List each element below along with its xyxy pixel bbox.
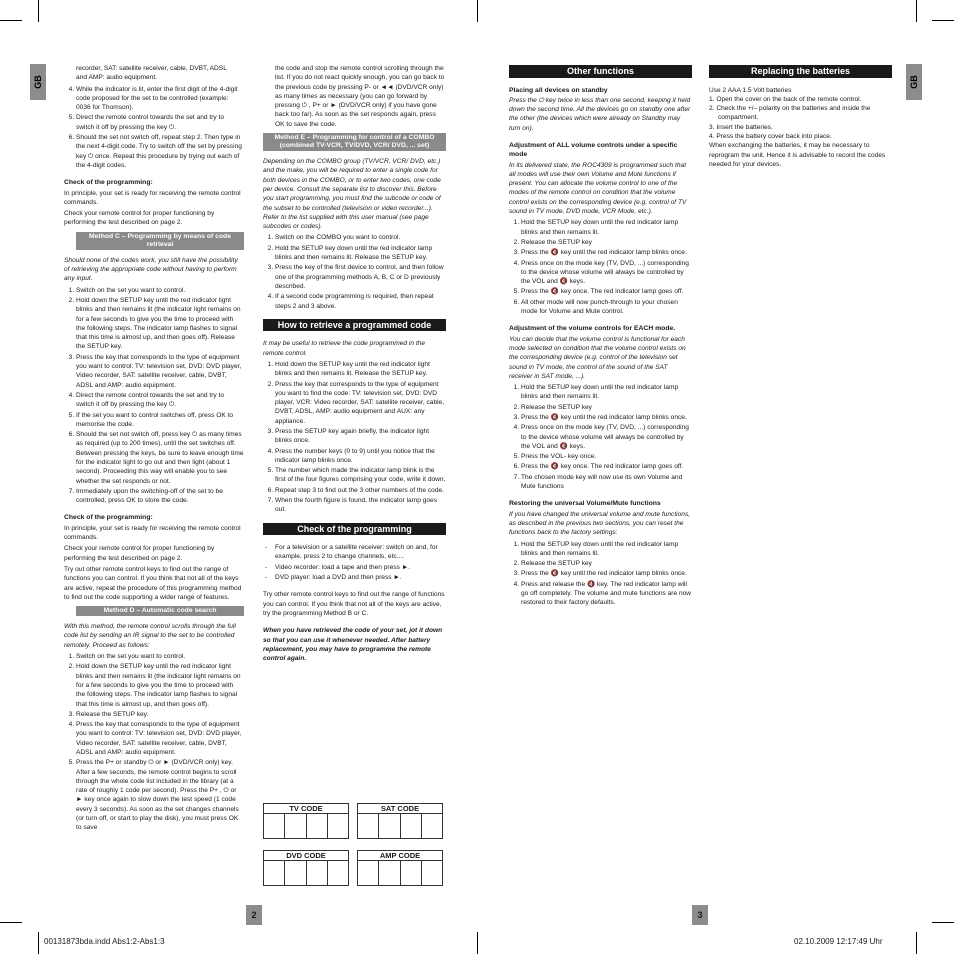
check-list bbox=[263, 543, 446, 582]
list-item: 1. Hold down the SETUP key until the red indicator light blinks and then remains lit. Release the SETUP key. bbox=[275, 360, 446, 379]
list-item: 2. Hold the SETUP key down until the red indicator lamp blinks and then remains lit. Release the SETUP key. bbox=[275, 244, 446, 263]
list-item: 2. Release the SETUP key bbox=[521, 559, 692, 568]
crop-mark bbox=[477, 0, 478, 22]
list-item: 6. Repeat step 3 to find out the 3 other numbers of the code. bbox=[275, 486, 446, 495]
list-item: 3. Press the 🔇 key until the red indicator lamp blinks once. bbox=[521, 248, 692, 257]
list-item: 4. While the indicator is lit, enter the first digit of the 4-digit code proposed for the set to be controlled (example: 0036 for Thomson). bbox=[76, 85, 244, 113]
method-e-heading: Method E – Programming for control of a COMBO (combined TV-VCR, TV/DVD, VCR/ DVD, ... set) bbox=[263, 133, 446, 151]
list-item: 4. Direct the remote control towards the set and try to switch it off by pressing the key ⏻. bbox=[76, 391, 244, 410]
section-heading: Restoring the universal Volume/Mute functions bbox=[509, 500, 661, 508]
crop-mark bbox=[0, 922, 22, 923]
list-item: 6. Should the set not switch off, repeat step 2. Then type in the next 4-digit code. Try to switch off the set by pressing key ⏻ once. Repeat this procedure by trying out each of the 4-digit codes. bbox=[76, 133, 244, 170]
crop-mark bbox=[38, 0, 39, 22]
steps-list bbox=[64, 85, 244, 171]
list-item: 4. Press and release the 🔇 key. The red indicator lamp will go off completely. The volume and mute functions are now restored to their factory defaults. bbox=[521, 580, 692, 608]
list-item: 1. Hold the SETUP key down until the red indicator lamp blinks and then remains lit. bbox=[521, 383, 692, 402]
list-item: 2. Hold down the SETUP key until the red indicator light blinks and then remains lit (the indicator light remains on for a few seconds to give you the time to proceed with the following steps. The indicator lamp flashes to signal that this time is almost up, and then goes off). bbox=[76, 662, 244, 708]
footer-file-info: 00131873bda.indd Abs1:2-Abs1:3 bbox=[44, 937, 165, 946]
list-item: 1. Switch on the set you want to control. bbox=[76, 652, 244, 661]
volall-steps bbox=[509, 218, 692, 316]
list-item: 3. Press the 🔇 key until the red indicator lamp blinks once. bbox=[521, 413, 692, 422]
paragraph: Should none of the codes work, you still have the possibility of retrieving the appropriate code without having to perform any input. bbox=[64, 256, 238, 283]
list-item: - DVD player: load a DVD and then press ►. bbox=[275, 573, 446, 582]
section-heading: Placing all devices on standby bbox=[509, 86, 608, 94]
list-item: 1. Hold the SETUP key down until the red indicator lamp blinks and then remains lit. bbox=[521, 540, 692, 559]
intro-line: recorder, SAT: satellite receiver, cable, DVBT, ADSL bbox=[76, 65, 227, 72]
dvd-code-box bbox=[263, 850, 349, 886]
paragraph: Check your remote control for proper functioning by performing the test described on page 2. bbox=[64, 210, 215, 227]
retrieve-heading: How to retrieve a programmed code bbox=[263, 319, 446, 332]
list-item: 5. If the set you want to control switches off, press OK to memorise the code. bbox=[76, 411, 244, 430]
code-box-label: SAT CODE bbox=[357, 803, 443, 814]
paragraph: In principle, your set is ready for receiving the remote control commands. bbox=[64, 189, 241, 206]
method-c-heading: Method C – Programming by means of code retrieval bbox=[76, 232, 244, 250]
crop-mark bbox=[932, 20, 954, 21]
list-item: 3. Press the SETUP key again briefly, the indicator light blinks once. bbox=[275, 427, 446, 446]
list-item: 5. The number which made the indicator lamp blink is the first of the four figures comprising your code, write it down. bbox=[275, 466, 446, 485]
list-item: 1. Switch on the set you want to control. bbox=[76, 286, 244, 295]
voleach-steps bbox=[509, 383, 692, 491]
list-item: 5. Direct the remote control towards the set and try to switch it off by pressing the key ⏻. bbox=[76, 113, 244, 132]
crop-mark bbox=[916, 0, 917, 22]
paragraph: Try other remote control keys to find out the range of functions you can control. If you think that not all of the keys are active, try the programming Method B or C. bbox=[263, 591, 445, 617]
paragraph: Press the ⏻ key twice in less than one second, keeping it held down the second time. All the devices go on standby one after the other (the devices which were already on Standby may turn on). bbox=[509, 96, 691, 132]
amp-code-box bbox=[357, 850, 443, 886]
paragraph: In its delivered state, the ROC4309 is programmed such that all modes will use their own Volume and Mute functions if present. You can allocate the volume control to one of the modes of the remote control on condition that the volume control exists on the corresponding device (e.g. control of TV sound in TV mode, DVD mode, VCR Mode, etc.). bbox=[509, 161, 687, 216]
restore-steps bbox=[509, 540, 692, 608]
paragraph: the code and stop the remote control scrolling through the list. If you do not react quickly enough, you can go back to the previous code by pressing P- or ◄◄ (DVD/VCR only) as many times as necessary (you can go forward by pressing ⏻ , P+ or ► (DVD/VCR only) if you have gone back too far). As soon as the set responds again, press OK to save the code. bbox=[275, 65, 445, 128]
list-item: 5. Press the VOL- key once. bbox=[521, 452, 692, 461]
list-item: 2. Hold down the SETUP key until the red indicator light blinks and then remains lit (the indicator light remains on for a few seconds to give you the time to proceed with the following steps. The indicator lamp flashes to signal that this time is almost up, and then goes off). Release the SETUP key. bbox=[76, 296, 244, 352]
page-number-right: 3 bbox=[692, 905, 708, 925]
list-item: 3. Insert the batteries. bbox=[709, 123, 773, 131]
paragraph: In principle, your set is ready for receiving the remote control commands. bbox=[64, 524, 241, 542]
section-heading: Adjustment of the volume controls for EACH mode. bbox=[509, 325, 676, 333]
section-heading: Adjustment of ALL volume controls under a specific mode bbox=[509, 141, 678, 159]
code-cells bbox=[263, 861, 349, 886]
list-item: - Video recorder: load a tape and then press ►. bbox=[275, 563, 446, 572]
list-item: 5. Press the 🔇 key once. The red indicator lamp goes off. bbox=[521, 287, 692, 296]
paragraph: When exchanging the batteries, it may be necessary to reprogram the unit. Hence it is advisable to record the codes needed for your devices. bbox=[709, 142, 886, 168]
list-item: 4. Press the battery cover back into place. bbox=[709, 132, 832, 140]
paragraph: If you have changed the universal volume and mute functions, as described in the previous two sections, you can reset the functions back to the factory settings: bbox=[509, 510, 691, 537]
note-paragraph: When you have retrieved the code of your set, jot it down so that you can use it whenever needed. After battery replacement, you may have to programme the remote control again. bbox=[263, 627, 443, 663]
section-heading: Check of the programming: bbox=[64, 514, 153, 522]
method-d-steps bbox=[64, 652, 244, 833]
column-4 bbox=[709, 64, 892, 169]
check-heading: Check of the programming bbox=[263, 523, 446, 536]
paragraph: Try out other remote control keys to find out the range of functions you can control. If you think that not all of the keys are active, repeat the procedure of this programming method to find out the code supporting a wider range of features. bbox=[64, 565, 242, 601]
sat-code-box bbox=[357, 803, 443, 839]
list-item: 2. Release the SETUP key bbox=[521, 403, 692, 412]
list-item: 2. Release the SETUP key bbox=[521, 238, 692, 247]
list-item: 6. All other mode will now punch-through to your chosen mode for Volume and Mute control. bbox=[521, 298, 692, 317]
method-d-heading: Method D – Automatic code search bbox=[76, 606, 244, 616]
paragraph: With this method, the remote control scrolls through the full code list by sending an IR signal to the set to be controlled remotely. Proceed as follows: bbox=[64, 623, 236, 649]
list-item: 3. Press the key that corresponds to the type of equipment you want to control: TV: television set, DVD: DVD player, Video recorder, SAT: satellite receiver, cable, DVBT, ADSL and AMP: audio equipment. bbox=[76, 353, 244, 390]
other-functions-heading: Other functions bbox=[509, 65, 692, 78]
list-item: 5. Press the P+ or standby ⏻ or ► (DVD/VCR only) key. After a few seconds, the remote control begins to scroll through the whole code list included in the library (at a rate of roughly 1 code per second). Press the P+ , ⏻ or ► key once again to slow down the test speed (1 code every 3 seconds). As soon as the set changes channels (or turn off, or start to play the disk), you must press OK to save bbox=[76, 758, 244, 832]
list-item: 1. Switch on the COMBO you want to control. bbox=[275, 233, 446, 242]
code-cells bbox=[263, 814, 349, 839]
list-item: 4. Press once on the mode key (TV, DVD, ...) corresponding to the device whose volume will always be controlled by the VOL and 🔇 keys. bbox=[521, 423, 692, 451]
language-tab-right: GB bbox=[906, 64, 922, 100]
list-item: 6. Should the set not switch off, press key ⏻ as many times as required (up to 200 times), until the set switches off. Between pressing the keys, be sure to leave enough time for the indicator light to go out and then light (about 1 second). Proceeding this way will enable you to see whether the set responds or not. bbox=[76, 430, 244, 486]
list-item: 7. When the fourth figure is found, the indicator lamp goes out. bbox=[275, 496, 446, 515]
list-item: 3. Press the key of the first device to control, and then follow one of the programming methods A, B, C or D previously described. bbox=[275, 263, 446, 291]
list-item: - For a television or a satellite receiver: switch on and, for example, press 2 to change channels, etc.... bbox=[275, 543, 446, 562]
retrieve-steps bbox=[263, 360, 446, 515]
list-item: 3. Press the 🔇 key until the red indicator lamp blinks once. bbox=[521, 569, 692, 578]
paragraph: Use 2 AAA 1.5 Volt batteries bbox=[709, 86, 792, 94]
column-2 bbox=[263, 64, 446, 665]
intro-line: and AMP: audio equipment. bbox=[76, 74, 158, 82]
list-item: 6. Press the 🔇 key once. The red indicator lamp goes off. bbox=[521, 462, 692, 471]
footer-timestamp: 02.10.2009 12:17:49 Uhr bbox=[794, 937, 883, 946]
page-number-left: 2 bbox=[246, 905, 262, 925]
method-c-steps bbox=[64, 286, 244, 506]
code-cells bbox=[357, 814, 443, 839]
section-heading: Check of the programming: bbox=[64, 179, 153, 187]
list-item: 3. Release the SETUP key. bbox=[76, 710, 244, 719]
paragraph: Check your remote control for proper functioning by performing the test described on page 2. bbox=[64, 545, 215, 562]
code-box-label: AMP CODE bbox=[357, 850, 443, 861]
method-e-steps bbox=[263, 233, 446, 310]
crop-mark bbox=[38, 932, 39, 954]
column-3 bbox=[509, 64, 692, 609]
list-item: 1. Open the cover on the back of the remote control. bbox=[709, 95, 862, 103]
list-item: 4. Press once on the mode key (TV, DVD, ...) corresponding to the device whose volume will always be controlled by the VOL and 🔇 keys. bbox=[521, 259, 692, 287]
list-item: 2. Check the +/– polarity on the batteries and inside the compartment. bbox=[709, 105, 871, 122]
code-box-label: TV CODE bbox=[263, 803, 349, 814]
code-cells bbox=[357, 861, 443, 886]
tv-code-box bbox=[263, 803, 349, 839]
paragraph: It may be useful to retrieve the code programmed in the remote control. bbox=[263, 340, 425, 357]
crop-mark bbox=[477, 932, 478, 954]
crop-mark bbox=[932, 922, 954, 923]
code-box-label: DVD CODE bbox=[263, 850, 349, 861]
list-item: 1. Hold the SETUP key down until the red indicator lamp blinks and then remains lit. bbox=[521, 218, 692, 237]
paragraph: Depending on the COMBO group (TV/VCR, VCR/ DVD, etc.) and the make, you will be required to enter a single code for both devices in the COMBO, or to enter two codes, one code per device. Consult the separate list to discover this. Before you start programming, you must find the subcode or code of the subset to be controlled (television or video recorder...). Refer to the list supplied with this user manual (see page subcodes or codes). bbox=[263, 158, 441, 231]
list-item: 7. Immediately upon the switching-off of the set to be controlled, press OK to store the code. bbox=[76, 487, 244, 506]
list-item: 4. Press the key that corresponds to the type of equipment you want to control: TV: television set, DVD: DVD player, Video recorder, SAT: satellite receiver, cable, DVBT, ADSL and AMP: audio equipment. bbox=[76, 720, 244, 757]
list-item: 7. The chosen mode key will now use its own Volume and Mute functions bbox=[521, 473, 692, 492]
crop-mark bbox=[916, 932, 917, 954]
list-item: 4. Press the number keys (0 to 9) until you notice that the indicator lamp blinks once. bbox=[275, 447, 446, 466]
column-1 bbox=[64, 64, 244, 834]
paragraph: You can decide that the volume control is functional for each mode selected on condition that the volume control exists on the corresponding device (e.g. control of the television set sound in TV mode, the control of the sound of the SAT receiver in SAT mode, ...). bbox=[509, 335, 686, 380]
list-item: 4. If a second code programming is required, then repeat steps 2 and 3 above. bbox=[275, 292, 446, 311]
list-item: 2. Press the key that corresponds to the type of equipment you want to find the code: TV: television set, DVD: DVD player, VCR: Video recorder, SAT: satellite receiver, cable, DVBT, ADSL, AMP: audio equipment and AUX: any appliance. bbox=[275, 380, 446, 426]
batteries-heading: Replacing the batteries bbox=[709, 65, 892, 78]
crop-mark bbox=[0, 20, 22, 21]
language-tab-left: GB bbox=[30, 64, 46, 100]
